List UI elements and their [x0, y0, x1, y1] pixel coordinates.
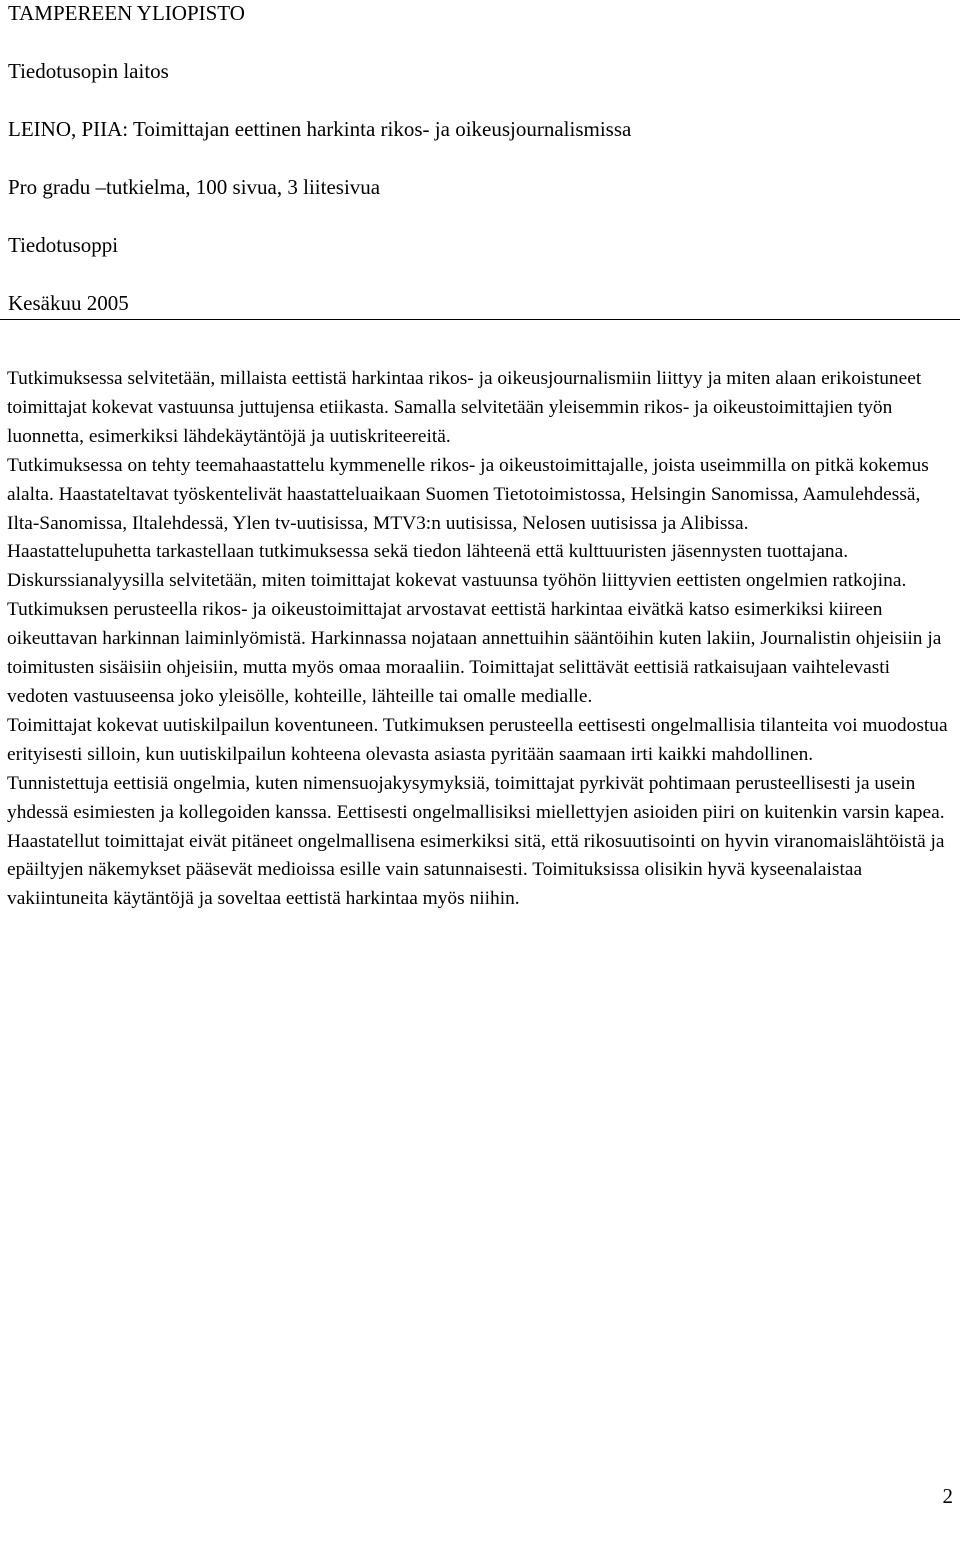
- university-name: TAMPEREEN YLIOPISTO: [8, 1, 245, 25]
- abstract-paragraph-4: Tutkimuksen perusteella rikos- ja oikeustoimittajat arvostavat eettistä harkintaa eivätkä katso esimerkiksi kiireen oikeuttavan harkinnan laiminlyömistä. Harkinnassa nojataan annettuihin sääntöihin kuten lakiin, Journalistin ohjeisiin ja toimitusten sisäisiin ohjeisiin, mutta myös omaa moraaliin. Toimittajat selittävät eettisiä ratkaisujaan vaihtelevasti vedoten vastuuseensa joko yleisölle, kohteille, lähteille tai omalle medialle.: [7, 599, 942, 707]
- thesis-info: Pro gradu –tutkielma, 100 sivua, 3 liitesivua: [8, 175, 381, 199]
- author-and-title: LEINO, PIIA: Toimittajan eettinen harkinta rikos- ja oikeusjournalismissa: [8, 117, 632, 141]
- abstract-paragraph-3: Haastattelupuhetta tarkastellaan tutkimuksessa sekä tiedon lähteenä että kulttuuristen jäsennysten tuottajana. Diskurssianalyysilla selvitetään, miten toimittajat kokevat vastuunsa työhön liittyvien eettisten ongelmien ratkojina.: [7, 541, 907, 592]
- abstract-body: [7, 365, 955, 914]
- abstract-paragraph-5: Toimittajat kokevat uutiskilpailun koventuneen. Tutkimuksen perusteella eettisesti ongelmallisia tilanteita voi muodostua erityisesti silloin, kun uutiskilpailun kohteena olevasta asiasta pyritään saamaan irti kaikki mahdollinen.: [7, 714, 948, 765]
- subject: Tiedotusoppi: [8, 233, 119, 257]
- department-name: Tiedotusopin laitos: [8, 59, 169, 83]
- header-divider: [0, 319, 960, 320]
- page-number: 2: [942, 1484, 953, 1508]
- abstract-paragraph-1: Tutkimuksessa selvitetään, millaista eettistä harkintaa rikos- ja oikeusjournalismiin liittyy ja miten alaan erikoistuneet toimittajat kokevat vastuunsa juttujensa etiikasta. Samalla selvitetään yleisemmin rikos- ja oikeustoimittajien työn luonnetta, esimerkiksi lähdekäytäntöjä ja uutiskriteereitä.: [7, 368, 922, 447]
- abstract-paragraph-2: Tutkimuksessa on tehty teemahaastattelu kymmenelle rikos- ja oikeustoimittajalle, joista useimmilla on pitkä kokemus alalta. Haastateltavat työskentelivät haastatteluaikaan Suomen Tietotoimistossa, Helsingin Sanomissa, Aamulehdessä, Ilta-Sanomissa, Iltalehdessä, Ylen tv-uutisissa, MTV3:n uutisissa, Nelosen uutisissa ja Alibissa.: [7, 454, 929, 534]
- date: Kesäkuu 2005: [8, 291, 129, 315]
- abstract-paragraph-6: Tunnistettuja eettisiä ongelmia, kuten nimensuojakysymyksiä, toimittajat pyrkivät pohtimaan perusteellisesti ja usein yhdessä esimiesten ja kollegoiden kanssa. Eettisesti ongelmallisiksi miellettyjen asioiden piiri on kuitenkin varsin kapea. Haastatellut toimittajat eivät pitäneet ongelmallisena esimerkiksi sitä, että rikosuutisointi on hyvin viranomaislähtöistä ja epäiltyjen näkemykset pääsevät medioissa esille vain satunnaisesti. Toimituksissa olisikin hyvä kyseenalaistaa vakiintuneita käytäntöjä ja soveltaa eettistä harkintaa myös niihin.: [7, 772, 945, 910]
